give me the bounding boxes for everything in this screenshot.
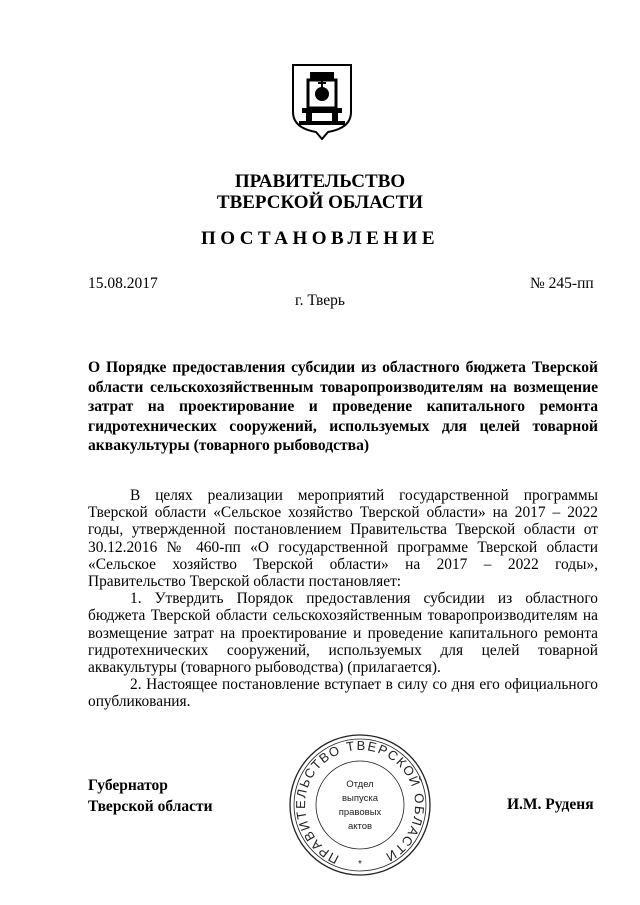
stamp-line2: выпуска bbox=[341, 793, 379, 804]
document-city: г. Тверь bbox=[295, 292, 345, 309]
coat-of-arms-emblem bbox=[290, 62, 354, 140]
stamp-ring-text: ПРАВИТЕЛЬСТВО ТВЕРСКОЙ ОБЛАСТИ bbox=[292, 737, 428, 868]
position-line2: Тверской области bbox=[88, 798, 213, 815]
signatory-position bbox=[88, 775, 213, 817]
official-stamp bbox=[285, 730, 435, 880]
org-name-line1: ПРАВИТЕЛЬСТВО bbox=[234, 171, 406, 192]
document-date: 15.08.2017 bbox=[88, 275, 158, 292]
body-paragraph: 1. Утвердить Порядок предоставления субсидии из областного бюджета Тверской области сельскохозяйственным товаропроизводителям на возмещение затрат на проектирование и проведение капитального ремонта гидротехнических сооружений, используемых для целей товарной аквакультуры (товарного рыбоводства) (прилагается). bbox=[88, 590, 598, 677]
position-line1: Губернатор bbox=[88, 777, 168, 794]
stamp-line4: актов bbox=[347, 821, 373, 832]
document-number: № 245-пп bbox=[530, 275, 594, 292]
org-name-line2: ТВЕРСКОЙ ОБЛАСТИ bbox=[216, 192, 424, 213]
stamp-line3: правовых bbox=[338, 807, 382, 818]
document-type-title: ПОСТАНОВЛЕНИЕ bbox=[200, 228, 440, 249]
body-paragraph: 2. Настоящее постановление вступает в силу со дня его официального опубликования. bbox=[88, 676, 598, 711]
document-subject: О Порядке предоставления субсидии из областного бюджета Тверской области сельскохозяйственным товаропроизводителям на возмещение затрат на проектирование и проведение капитального ремонта гидротехнических сооружений, используемых для целей товарной аквакультуры (товарного рыбоводства) bbox=[88, 359, 598, 455]
signatory-name: И.М. Руденя bbox=[507, 796, 594, 813]
document-body bbox=[88, 487, 598, 711]
body-paragraph: В целях реализации мероприятий государственной программы Тверской области «Сельское хозяйство Тверской области» на 2017 – 2022 годы, утвержденной постановлением Правительства Тверской области от 30.12.2016 № 460-пп «О государственной программе Тверской области «Сельское хозяйство Тверской области» на 2017 – 2022 годы», Правительство Тверской области постановляет: bbox=[88, 487, 598, 591]
stamp-star: * bbox=[358, 859, 362, 870]
stamp-line1: Отдел bbox=[346, 779, 374, 790]
